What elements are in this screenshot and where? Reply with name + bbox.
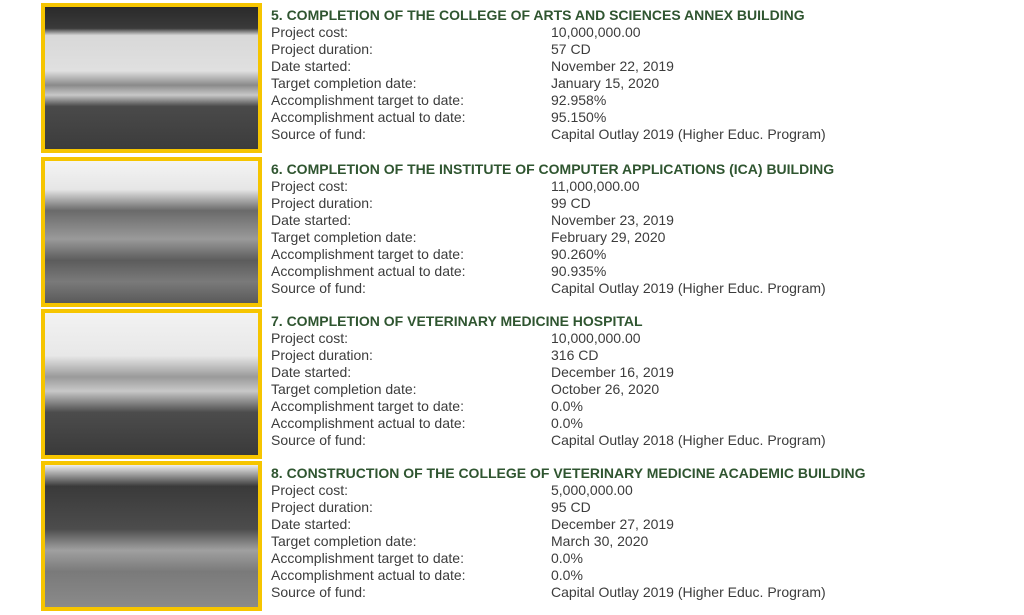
label: Date started: [271, 516, 352, 532]
label: Date started: [271, 212, 352, 228]
value: 10,000,000.00 [551, 24, 641, 40]
value: November 23, 2019 [551, 212, 674, 228]
project-info [271, 465, 866, 601]
label: Project cost: [271, 482, 349, 498]
project-entry [41, 309, 941, 459]
project-photo [41, 3, 262, 153]
value: 316 CD [551, 347, 599, 363]
value: November 22, 2019 [551, 58, 674, 74]
label: Project cost: [271, 24, 349, 40]
label: Accomplishment target to date: [271, 398, 464, 414]
value: October 26, 2020 [551, 381, 660, 397]
row-cost [271, 178, 834, 195]
value: February 29, 2020 [551, 229, 666, 245]
row-duration [271, 195, 834, 212]
row-target-date [271, 381, 826, 398]
label: Date started: [271, 58, 352, 74]
label: Project duration: [271, 195, 373, 211]
project-photo [41, 461, 262, 611]
project-title: 8. CONSTRUCTION OF THE COLLEGE OF VETERINARY MEDICINE ACADEMIC BUILDING [271, 465, 866, 481]
label: Target completion date: [271, 75, 417, 91]
label: Project duration: [271, 347, 373, 363]
label: Accomplishment actual to date: [271, 263, 466, 279]
label: Accomplishment actual to date: [271, 415, 466, 431]
label: Accomplishment target to date: [271, 246, 464, 262]
label: Date started: [271, 364, 352, 380]
row-target-date [271, 229, 834, 246]
label: Target completion date: [271, 533, 417, 549]
label: Target completion date: [271, 381, 417, 397]
project-title: 6. COMPLETION OF THE INSTITUTE OF COMPUTER APPLICATIONS (ICA) BUILDING [271, 161, 835, 177]
value: 99 CD [551, 195, 591, 211]
value: 90.935% [551, 263, 607, 279]
row-acc-actual [271, 263, 834, 280]
row-fund [271, 432, 826, 449]
value: 57 CD [551, 41, 591, 57]
value: Capital Outlay 2019 (Higher Educ. Program) [551, 280, 826, 296]
row-duration [271, 499, 866, 516]
value: 95 CD [551, 499, 591, 515]
value: 90.260% [551, 246, 607, 262]
label: Source of fund: [271, 280, 366, 296]
label: Source of fund: [271, 126, 366, 142]
project-title: 7. COMPLETION OF VETERINARY MEDICINE HOSPITAL [271, 313, 643, 329]
row-acc-actual [271, 109, 826, 126]
row-acc-target [271, 246, 834, 263]
row-duration [271, 41, 826, 58]
photo-image [45, 7, 258, 149]
row-cost [271, 24, 826, 41]
row-started [271, 212, 834, 229]
row-acc-target [271, 550, 866, 567]
row-started [271, 364, 826, 381]
row-acc-target [271, 92, 826, 109]
row-acc-actual [271, 567, 866, 584]
row-target-date [271, 75, 826, 92]
value: Capital Outlay 2019 (Higher Educ. Program) [551, 126, 826, 142]
photo-image [45, 313, 258, 455]
value: March 30, 2020 [551, 533, 649, 549]
value: December 16, 2019 [551, 364, 674, 380]
label: Source of fund: [271, 584, 366, 600]
label: Target completion date: [271, 229, 417, 245]
project-entry [41, 3, 941, 153]
project-info [271, 161, 834, 297]
value: Capital Outlay 2018 (Higher Educ. Program) [551, 432, 826, 448]
value: 11,000,000.00 [551, 178, 640, 194]
value: 10,000,000.00 [551, 330, 641, 346]
value: Capital Outlay 2019 (Higher Educ. Program) [551, 584, 826, 600]
value: 5,000,000.00 [551, 482, 633, 498]
row-cost [271, 482, 866, 499]
label: Project duration: [271, 41, 373, 57]
row-fund [271, 126, 826, 143]
row-target-date [271, 533, 866, 550]
photo-image [45, 465, 258, 607]
row-acc-target [271, 398, 826, 415]
project-photo [41, 157, 262, 307]
label: Project cost: [271, 330, 349, 346]
value: 0.0% [551, 398, 583, 414]
project-entry [41, 461, 941, 611]
project-entry [41, 157, 941, 307]
label: Accomplishment actual to date: [271, 567, 466, 583]
row-duration [271, 347, 826, 364]
project-info [271, 7, 826, 143]
value: 0.0% [551, 567, 583, 583]
row-acc-actual [271, 415, 826, 432]
label: Accomplishment target to date: [271, 550, 464, 566]
value: 92.958% [551, 92, 607, 108]
label: Accomplishment target to date: [271, 92, 464, 108]
value: 0.0% [551, 550, 583, 566]
label: Accomplishment actual to date: [271, 109, 466, 125]
row-fund [271, 584, 866, 601]
photo-image [45, 161, 258, 303]
row-cost [271, 330, 826, 347]
value: 95.150% [551, 109, 607, 125]
label: Source of fund: [271, 432, 366, 448]
project-info [271, 313, 826, 449]
label: Project duration: [271, 499, 373, 515]
label: Project cost: [271, 178, 349, 194]
row-fund [271, 280, 834, 297]
project-photo [41, 309, 262, 459]
project-title: 5. COMPLETION OF THE COLLEGE OF ARTS AND SCIENCES ANNEX BUILDING [271, 7, 805, 23]
row-started [271, 58, 826, 75]
value: December 27, 2019 [551, 516, 674, 532]
row-started [271, 516, 866, 533]
value: January 15, 2020 [551, 75, 660, 91]
value: 0.0% [551, 415, 583, 431]
